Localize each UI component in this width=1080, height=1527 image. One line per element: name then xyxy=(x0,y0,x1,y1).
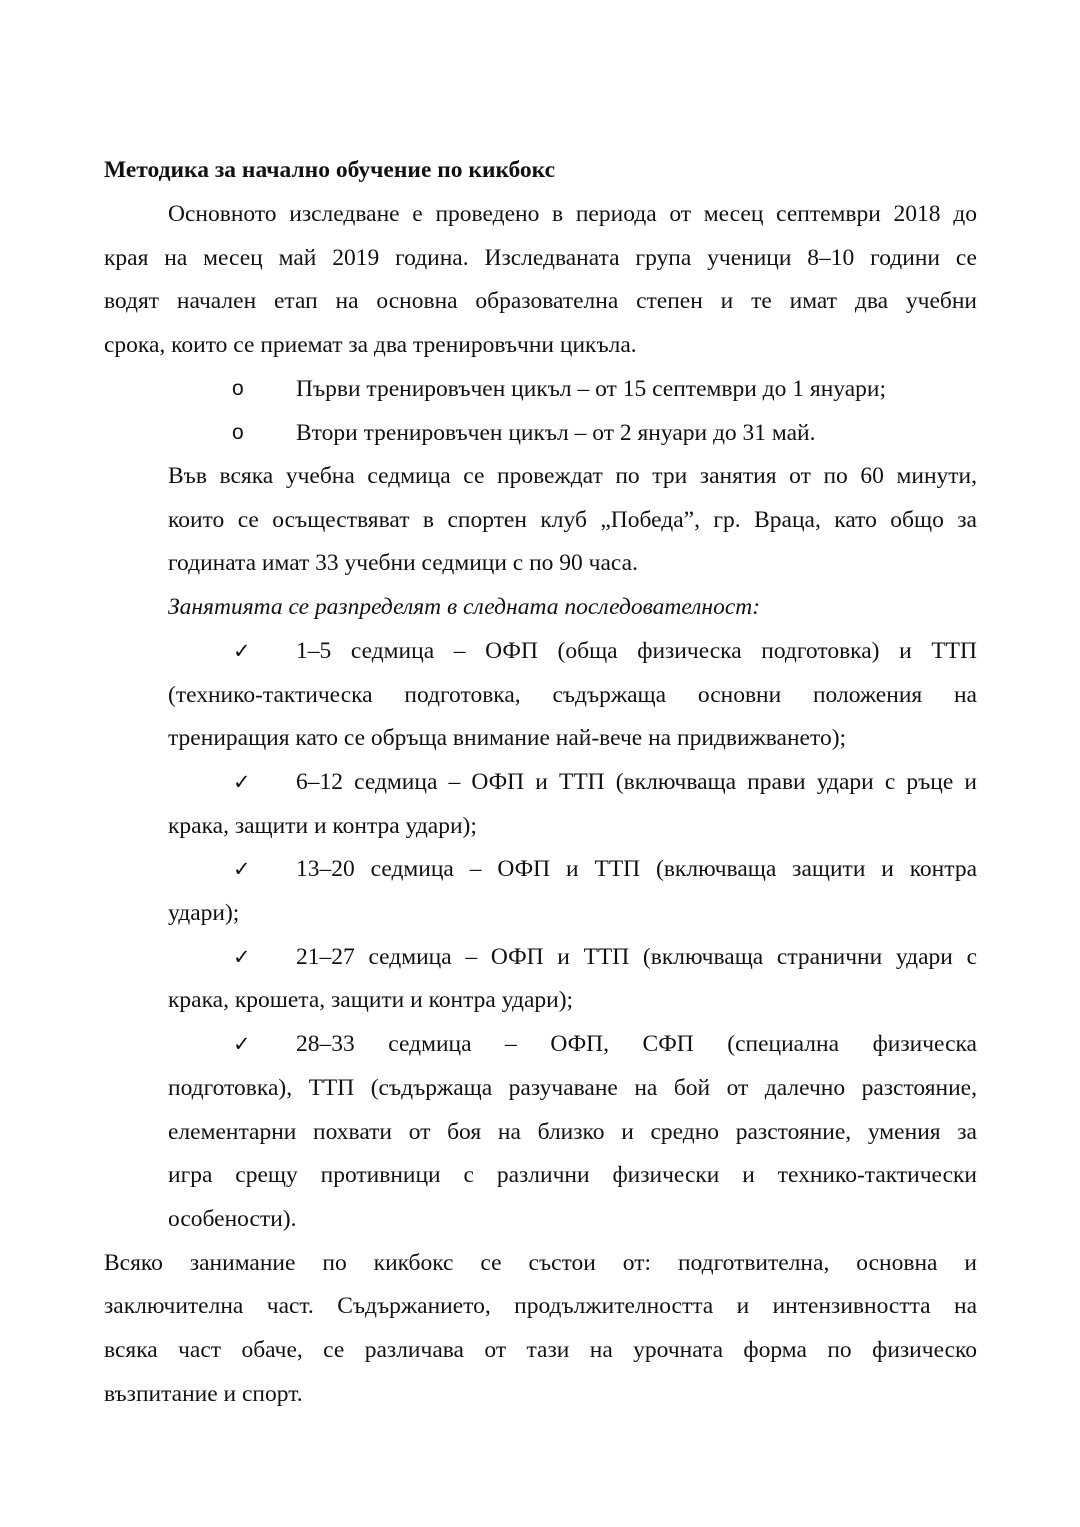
checkmark-icon: ✓ xyxy=(233,639,251,663)
week-item-line: (технико-тактическа подготовка, съдържаща основни положения на xyxy=(168,682,977,708)
week-item-line: особености). xyxy=(168,1206,297,1232)
intro-line: срока, които се приемат за два тренировъчни цикъла. xyxy=(104,332,637,358)
closing-line: заключителна част. Съдържанието, продължителността и интензивността на xyxy=(104,1293,977,1319)
week-item-first-line: 6–12 седмица – ОФП и ТТП (включваща прави удари с ръце и xyxy=(296,769,977,795)
week-item-line: подготовка), ТТП (съдържаща разучаване на бой от далечно разстояние, xyxy=(168,1075,977,1101)
circle-bullet-icon: o xyxy=(232,421,244,444)
closing-line: всяка част обаче, се различава от тази на урочната форма по физическо xyxy=(104,1337,977,1363)
week-item-line: крака, крошета, защити и контра удари); xyxy=(168,987,574,1013)
week-item-line: удари); xyxy=(168,900,240,926)
cycle-item: Първи тренировъчен цикъл – от 15 септември до 1 януари; xyxy=(296,376,886,402)
week-item-first-line: 1–5 седмица – ОФП (обща физическа подготовка) и ТТП xyxy=(296,638,977,664)
checkmark-icon: ✓ xyxy=(233,1032,251,1056)
intro-line: края на месец май 2019 година. Изследваната група ученици 8–10 години се xyxy=(104,245,977,271)
checkmark-icon: ✓ xyxy=(233,770,251,794)
checkmark-icon: ✓ xyxy=(233,945,251,969)
closing-line: възпитание и спорт. xyxy=(104,1381,303,1407)
cycle-item: Втори тренировъчен цикъл – от 2 януари до 31 май. xyxy=(296,420,816,446)
week-item-line: крака, защити и контра удари); xyxy=(168,813,477,839)
schedule-line: Във всяка учебна седмица се провеждат по три занятия от по 60 минути, xyxy=(168,463,977,489)
week-item-line: елементарни похвати от боя на близко и средно разстояние, умения за xyxy=(168,1119,977,1145)
checkmark-icon: ✓ xyxy=(233,857,251,881)
schedule-line: годината имат 33 учебни седмици с по 90 часа. xyxy=(168,550,638,576)
page-title: Методика за начално обучение по кикбокс xyxy=(104,157,556,183)
week-item-first-line: 21–27 седмица – ОФП и ТТП (включваща странични удари с xyxy=(296,944,977,970)
week-item-first-line: 13–20 седмица – ОФП и ТТП (включваща защити и контра xyxy=(296,856,977,882)
closing-line: Всяко занимание по кикбокс се състои от: подготвителна, основна и xyxy=(104,1250,977,1276)
intro-line: водят начален етап на основна образователна степен и те имат два учебни xyxy=(104,288,977,314)
week-item-line: игра срещу противници с различни физически и технико-тактически xyxy=(168,1162,977,1188)
intro-line: Основното изследване е проведено в периода от месец септември 2018 до xyxy=(168,201,977,227)
circle-bullet-icon: o xyxy=(232,377,244,400)
distribution-heading: Занятията се разпределят в следната последователност: xyxy=(168,594,761,620)
schedule-line: които се осъществяват в спортен клуб „Победа”, гр. Враца, като общо за xyxy=(168,507,977,533)
week-item-first-line: 28–33 седмица – ОФП, СФП (специална физическа xyxy=(296,1031,977,1057)
week-item-line: трениращия като се обръща внимание най-вече на придвижването); xyxy=(168,725,847,751)
